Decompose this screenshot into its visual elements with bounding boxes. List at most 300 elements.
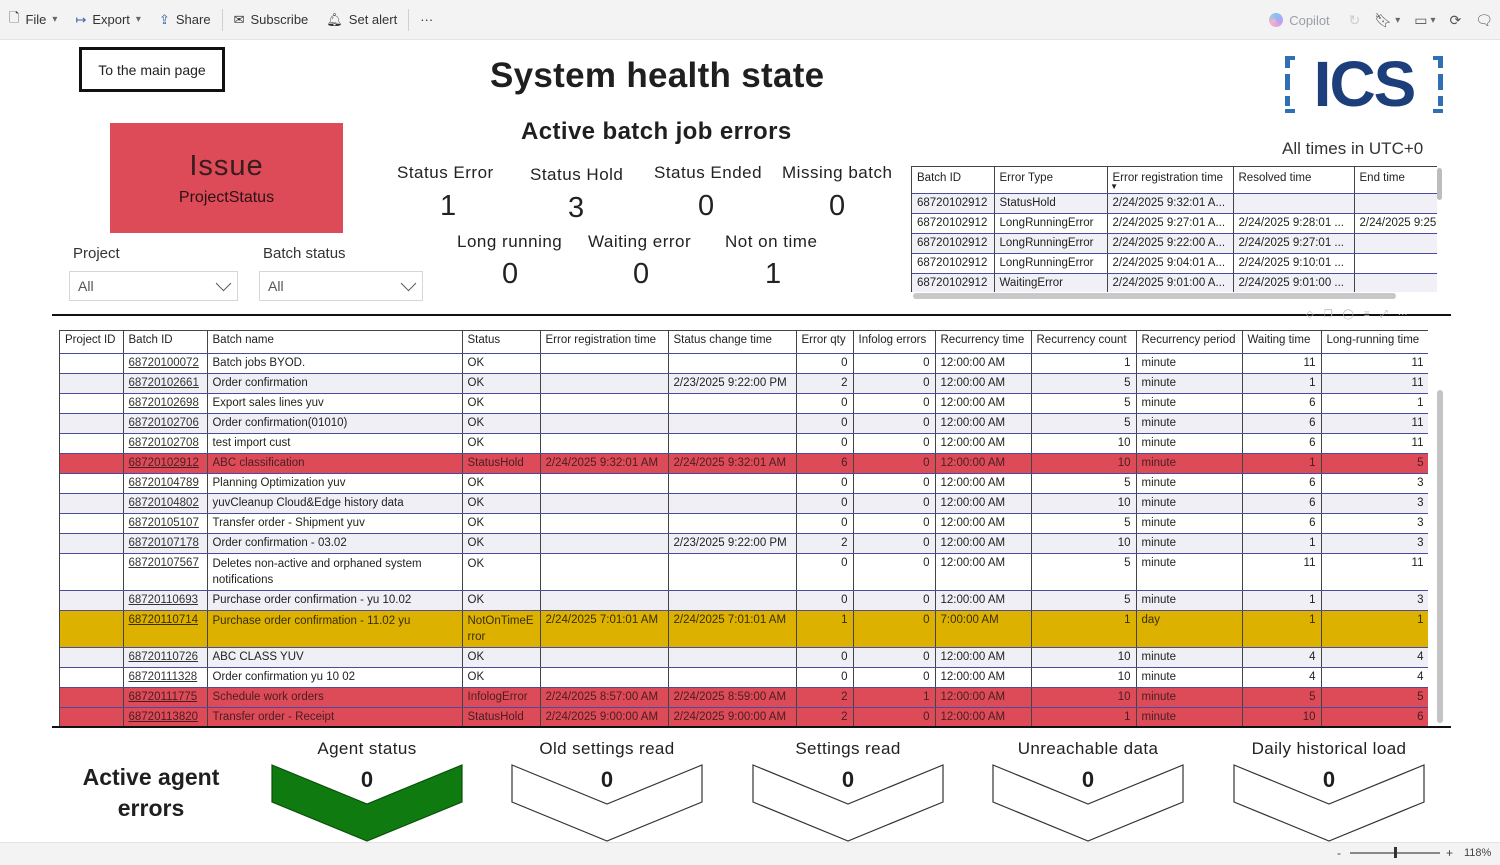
column-header-waiting-time[interactable]: Waiting time bbox=[1242, 331, 1321, 353]
table-cell: minute bbox=[1136, 667, 1242, 687]
bell-icon: 🔔︎ bbox=[326, 11, 343, 27]
refresh-icon: ↻ bbox=[1348, 11, 1361, 28]
table-row[interactable] bbox=[60, 667, 1428, 687]
batch-errors-title: Active batch job errors bbox=[521, 118, 792, 145]
comment-button[interactable] bbox=[1468, 12, 1500, 29]
table-cell bbox=[60, 493, 123, 513]
more-icon: ··· bbox=[420, 12, 434, 27]
table-cell: 5 bbox=[1321, 687, 1428, 707]
table-cell: WaitingError bbox=[994, 273, 1107, 292]
table-cell: 2/24/2025 9:00:00 AM bbox=[668, 707, 796, 726]
table-cell: LongRunningError bbox=[994, 213, 1107, 233]
table-cell: 0 bbox=[853, 647, 935, 667]
column-header-error-qty[interactable]: Error qty bbox=[796, 331, 853, 353]
table-cell: 3 bbox=[1321, 473, 1428, 493]
kpi-status-error-label: Status Error bbox=[397, 163, 494, 182]
table-cell: 0 bbox=[796, 353, 853, 373]
chevron-down-icon: ▾ bbox=[1430, 14, 1436, 26]
table-cell: 6 bbox=[1321, 707, 1428, 726]
table-cell: OK bbox=[462, 513, 540, 533]
batch-status-slicer[interactable] bbox=[259, 271, 423, 301]
toolbar-right bbox=[1257, 0, 1500, 40]
copilot-button[interactable] bbox=[1257, 13, 1341, 28]
pin-icon[interactable]: ◇ bbox=[1306, 309, 1314, 320]
table-cell: minute bbox=[1136, 413, 1242, 433]
table-cell: 11 bbox=[1321, 353, 1428, 373]
table-cell: 2 bbox=[796, 373, 853, 393]
view-icon: ▭ bbox=[1414, 11, 1428, 28]
table-cell: 5 bbox=[1321, 453, 1428, 473]
table-cell: 1 bbox=[1242, 610, 1321, 647]
table-row[interactable] bbox=[60, 453, 1428, 473]
table-cell: OK bbox=[462, 590, 540, 610]
table-cell: 2/24/2025 9:27:01 A... bbox=[1107, 213, 1233, 233]
zoom-in-icon[interactable]: + bbox=[1446, 846, 1454, 860]
table-cell: minute bbox=[1136, 533, 1242, 553]
column-header-status-change-time[interactable]: Status change time bbox=[668, 331, 796, 353]
column-header-error-type[interactable]: Error Type bbox=[994, 167, 1107, 193]
table-cell: 10 bbox=[1031, 667, 1136, 687]
column-header-project-id[interactable]: Project ID bbox=[60, 331, 123, 353]
table-cell: 12:00:00 AM bbox=[935, 373, 1031, 393]
table-cell: 0 bbox=[853, 373, 935, 393]
table-cell bbox=[540, 513, 668, 533]
kpi-status-ended-label: Status Ended bbox=[654, 163, 763, 182]
table-cell: 2/24/2025 7:01:01 AM bbox=[668, 610, 796, 647]
table-cell: 1 bbox=[1242, 533, 1321, 553]
table-cell: OK bbox=[462, 433, 540, 453]
table-cell bbox=[668, 433, 796, 453]
table-cell bbox=[60, 647, 123, 667]
column-header-error-registration-time[interactable]: Error registration time bbox=[540, 331, 668, 353]
table-cell: 68720102912 bbox=[912, 233, 994, 253]
table-cell: 0 bbox=[853, 513, 935, 533]
table-cell: 0 bbox=[853, 353, 935, 373]
table-cell: NotOnTimeError bbox=[462, 610, 540, 647]
kpi-status-hold-value: 3 bbox=[568, 192, 585, 224]
batch-id-link[interactable]: 68720102706 bbox=[123, 413, 207, 433]
more-options-button[interactable] bbox=[411, 0, 442, 40]
table-cell: 12:00:00 AM bbox=[935, 590, 1031, 610]
table-cell: 11 bbox=[1321, 373, 1428, 393]
table-row[interactable] bbox=[60, 610, 1428, 647]
column-header-batch-name[interactable]: Batch name bbox=[207, 331, 462, 353]
table-cell: OK bbox=[462, 373, 540, 393]
table-cell: OK bbox=[462, 493, 540, 513]
table-cell: 1 bbox=[1031, 707, 1136, 726]
table-cell: 3 bbox=[1321, 590, 1428, 610]
table-cell: 10 bbox=[1242, 707, 1321, 726]
focus-mode-icon[interactable]: ⤢ bbox=[1379, 309, 1388, 320]
table-cell: 4 bbox=[1321, 667, 1428, 687]
table-cell: 5 bbox=[1031, 590, 1136, 610]
chevron-down-icon bbox=[401, 276, 417, 292]
table-cell: 11 bbox=[1242, 553, 1321, 590]
table-cell: 0 bbox=[796, 473, 853, 493]
table-row[interactable] bbox=[912, 253, 1437, 273]
table-cell: 0 bbox=[796, 647, 853, 667]
batch-id-link[interactable]: 68720102661 bbox=[123, 373, 207, 393]
table-cell: 2/24/2025 9:32:01 AM bbox=[540, 453, 668, 473]
table-cell bbox=[540, 413, 668, 433]
table-cell: 0 bbox=[853, 433, 935, 453]
table-cell bbox=[60, 707, 123, 726]
export-icon: ↦ bbox=[75, 11, 87, 27]
file-label: File bbox=[25, 12, 47, 27]
chevron-down-icon: ▾ bbox=[135, 14, 141, 25]
table-cell: 12:00:00 AM bbox=[935, 533, 1031, 553]
refresh-visual-button[interactable] bbox=[1342, 12, 1368, 29]
batch-id-link[interactable]: 68720102698 bbox=[123, 393, 207, 413]
kpi-status-ended-value: 0 bbox=[698, 190, 715, 222]
table-cell: 6 bbox=[1242, 493, 1321, 513]
share-icon: ⇪ bbox=[158, 11, 170, 27]
batch-id-link[interactable]: 68720107178 bbox=[123, 533, 207, 553]
table-cell: OK bbox=[462, 647, 540, 667]
batch-id-link[interactable]: 68720104802 bbox=[123, 493, 207, 513]
share-button[interactable] bbox=[150, 0, 220, 40]
table-cell: day bbox=[1136, 610, 1242, 647]
kpi-missing-batch-label: Missing batch bbox=[782, 163, 893, 182]
report-toolbar bbox=[0, 0, 1500, 40]
batch-table-vertical-scrollbar[interactable] bbox=[1437, 390, 1443, 723]
table-row[interactable] bbox=[60, 687, 1428, 707]
table-cell: 6 bbox=[1242, 433, 1321, 453]
batch-id-link[interactable]: 68720105107 bbox=[123, 513, 207, 533]
table-cell: 0 bbox=[853, 453, 935, 473]
table-cell: 12:00:00 AM bbox=[935, 707, 1031, 726]
table-cell: StatusHold bbox=[462, 453, 540, 473]
table-cell bbox=[540, 493, 668, 513]
chevron-down-icon: ▾ bbox=[52, 14, 58, 25]
table-cell: 1 bbox=[1242, 453, 1321, 473]
table-row[interactable] bbox=[60, 353, 1428, 373]
table-cell: 1 bbox=[796, 610, 853, 647]
table-cell: 0 bbox=[853, 533, 935, 553]
table-cell: 6 bbox=[1242, 393, 1321, 413]
column-header-recurrency-count[interactable]: Recurrency count bbox=[1031, 331, 1136, 353]
table-cell: 0 bbox=[853, 553, 935, 590]
kpi-long-running-value: 0 bbox=[502, 258, 519, 290]
batch-id-link[interactable]: 68720113820 bbox=[123, 707, 207, 726]
table-cell: 4 bbox=[1242, 647, 1321, 667]
table-row[interactable] bbox=[60, 393, 1428, 413]
status-bar bbox=[0, 842, 1500, 865]
subscribe-icon: ✉ bbox=[233, 11, 245, 27]
chevron-down-icon: ▾ bbox=[1395, 14, 1401, 26]
table-cell: 12:00:00 AM bbox=[935, 513, 1031, 533]
table-cell: 0 bbox=[796, 513, 853, 533]
table-cell: minute bbox=[1136, 433, 1242, 453]
comment-icon: 🗨︎ bbox=[1475, 11, 1493, 28]
kpi-not-on-time-label: Not on time bbox=[725, 232, 818, 251]
table-cell: 1 bbox=[1031, 610, 1136, 647]
filter-icon[interactable]: ≡ bbox=[1363, 309, 1370, 320]
table-cell bbox=[540, 373, 668, 393]
table-row[interactable] bbox=[912, 213, 1437, 233]
table-cell: 10 bbox=[1031, 493, 1136, 513]
project-status-card bbox=[110, 123, 343, 233]
table-row[interactable] bbox=[60, 473, 1428, 493]
table-cell: 12:00:00 AM bbox=[935, 353, 1031, 373]
table-row[interactable] bbox=[60, 493, 1428, 513]
table-cell: 2/24/2025 9:32:01 A... bbox=[1107, 193, 1233, 213]
table-cell bbox=[60, 513, 123, 533]
column-header-long-running-time[interactable]: Long-running time bbox=[1321, 331, 1428, 353]
copy-icon[interactable]: ❐ bbox=[1323, 309, 1333, 320]
table-cell: 6 bbox=[796, 453, 853, 473]
table-cell: Purchase order confirmation - 11.02 yu bbox=[207, 610, 462, 647]
table-row[interactable] bbox=[60, 553, 1428, 590]
toolbar-divider bbox=[408, 9, 409, 31]
error-log-horizontal-scrollbar[interactable] bbox=[913, 293, 1396, 299]
svg-text:ICS: ICS bbox=[1313, 54, 1415, 114]
batch-table-header-row bbox=[60, 331, 1428, 353]
table-cell: 2/23/2025 9:22:00 PM bbox=[668, 533, 796, 553]
table-cell: ABC classification bbox=[207, 453, 462, 473]
table-cell: minute bbox=[1136, 353, 1242, 373]
table-cell bbox=[540, 553, 668, 590]
table-cell: 10 bbox=[1031, 453, 1136, 473]
table-cell: minute bbox=[1136, 707, 1242, 726]
subscribe-button[interactable] bbox=[225, 0, 318, 40]
table-cell: 0 bbox=[853, 590, 935, 610]
table-cell bbox=[1354, 193, 1437, 213]
column-header-end-time[interactable]: End time bbox=[1354, 167, 1437, 193]
table-cell: Transfer order - Shipment yuv bbox=[207, 513, 462, 533]
table-cell bbox=[1233, 193, 1354, 213]
batch-id-link[interactable]: 68720110693 bbox=[123, 590, 207, 610]
table-cell: 1 bbox=[1242, 373, 1321, 393]
table-cell: OK bbox=[462, 353, 540, 373]
table-cell: 2 bbox=[796, 687, 853, 707]
table-cell: minute bbox=[1136, 373, 1242, 393]
table-cell: minute bbox=[1136, 513, 1242, 533]
table-cell: 6 bbox=[1242, 473, 1321, 493]
table-cell: 3 bbox=[1321, 533, 1428, 553]
table-cell: 0 bbox=[853, 393, 935, 413]
batch-id-link[interactable]: 68720102708 bbox=[123, 433, 207, 453]
table-cell: 2/23/2025 9:22:00 PM bbox=[668, 373, 796, 393]
view-menu[interactable] bbox=[1407, 12, 1442, 29]
batch-id-link[interactable]: 68720104789 bbox=[123, 473, 207, 493]
batch-id-link[interactable]: 68720111775 bbox=[123, 687, 207, 707]
table-cell bbox=[668, 553, 796, 590]
project-status-value: Issue bbox=[189, 149, 264, 182]
chevron-down-icon bbox=[216, 276, 232, 292]
table-row[interactable] bbox=[60, 433, 1428, 453]
table-cell: StatusHold bbox=[462, 707, 540, 726]
share-label: Share bbox=[175, 12, 211, 27]
table-cell bbox=[540, 473, 668, 493]
project-status-label: ProjectStatus bbox=[178, 188, 275, 206]
table-row[interactable] bbox=[60, 590, 1428, 610]
table-cell: OK bbox=[462, 473, 540, 493]
table-cell: Order confirmation - 03.02 bbox=[207, 533, 462, 553]
table-cell bbox=[668, 647, 796, 667]
table-cell: Purchase order confirmation - yu 10.02 bbox=[207, 590, 462, 610]
table-cell: 4 bbox=[1242, 667, 1321, 687]
table-cell: 12:00:00 AM bbox=[935, 647, 1031, 667]
column-header-label: Error registration time bbox=[1112, 172, 1224, 184]
toolbar-divider bbox=[222, 9, 223, 31]
table-cell: 12:00:00 AM bbox=[935, 687, 1031, 707]
table-cell: ABC CLASS YUV bbox=[207, 647, 462, 667]
table-cell bbox=[60, 687, 123, 707]
copilot-label: Copilot bbox=[1289, 12, 1330, 28]
export-label: Export bbox=[92, 12, 130, 27]
table-cell: Export sales lines yuv bbox=[207, 393, 462, 413]
table-cell: 3 bbox=[1321, 493, 1428, 513]
batch-id-link[interactable]: 68720107567 bbox=[123, 553, 207, 590]
batch-id-link[interactable]: 68720110714 bbox=[123, 610, 207, 647]
column-header-recurrency-time[interactable]: Recurrency time bbox=[935, 331, 1031, 353]
export-menu[interactable] bbox=[66, 0, 150, 40]
table-cell bbox=[540, 647, 668, 667]
table-cell: 2/24/2025 9:25 bbox=[1354, 213, 1437, 233]
table-cell: 0 bbox=[853, 413, 935, 433]
table-cell: Batch jobs BYOD. bbox=[207, 353, 462, 373]
error-log-table bbox=[911, 166, 1437, 292]
table-cell: test import cust bbox=[207, 433, 462, 453]
column-header-recurrency-period[interactable]: Recurrency period bbox=[1136, 331, 1242, 353]
table-cell bbox=[668, 590, 796, 610]
main-page-button-label: To the main page bbox=[98, 61, 206, 78]
table-cell: 68720102912 bbox=[912, 213, 994, 233]
table-cell: 0 bbox=[853, 707, 935, 726]
table-row[interactable] bbox=[60, 413, 1428, 433]
table-cell: minute bbox=[1136, 493, 1242, 513]
agent-item-value: 0 bbox=[360, 767, 374, 792]
table-cell bbox=[540, 533, 668, 553]
column-header-resolved-time[interactable]: Resolved time bbox=[1233, 167, 1354, 193]
table-cell: Transfer order - Receipt bbox=[207, 707, 462, 726]
table-cell: 2/24/2025 8:59:00 AM bbox=[668, 687, 796, 707]
table-cell bbox=[668, 667, 796, 687]
table-row[interactable] bbox=[912, 193, 1437, 213]
main-page-button[interactable] bbox=[79, 47, 225, 92]
batch-id-link[interactable]: 68720100072 bbox=[123, 353, 207, 373]
column-header-batch-id[interactable]: Batch ID bbox=[123, 331, 207, 353]
agent-errors-title: Active agent errors bbox=[82, 764, 220, 821]
table-cell: 2/24/2025 8:57:00 AM bbox=[540, 687, 668, 707]
batch-status-slicer-label: Batch status bbox=[263, 245, 346, 262]
table-row[interactable] bbox=[912, 233, 1437, 253]
subscribe-label: Subscribe bbox=[250, 12, 309, 27]
table-cell: 0 bbox=[853, 493, 935, 513]
table-row[interactable] bbox=[912, 273, 1437, 292]
kpi-status-error-value: 1 bbox=[440, 190, 457, 222]
more-options-icon[interactable]: ··· bbox=[1397, 309, 1408, 320]
table-cell: Schedule work orders bbox=[207, 687, 462, 707]
batch-id-link[interactable]: 68720110726 bbox=[123, 647, 207, 667]
table-cell: LongRunningError bbox=[994, 253, 1107, 273]
table-cell bbox=[60, 533, 123, 553]
kpi-missing-batch-value: 0 bbox=[829, 190, 846, 222]
table-cell bbox=[668, 493, 796, 513]
table-row[interactable] bbox=[60, 647, 1428, 667]
table-cell: 68720102912 bbox=[912, 193, 994, 213]
kpi-waiting-error-value: 0 bbox=[633, 258, 650, 290]
table-cell: 11 bbox=[1321, 413, 1428, 433]
column-header-infolog-errors[interactable]: Infolog errors bbox=[853, 331, 935, 353]
table-cell: 2 bbox=[796, 533, 853, 553]
table-cell bbox=[1354, 253, 1437, 273]
table-cell: 5 bbox=[1031, 413, 1136, 433]
table-cell: yuvCleanup Cloud&Edge history data bbox=[207, 493, 462, 513]
table-cell: 12:00:00 AM bbox=[935, 413, 1031, 433]
zoom-slider-handle[interactable] bbox=[1394, 847, 1397, 858]
table-cell: 10 bbox=[1031, 533, 1136, 553]
zoom-out-icon[interactable]: - bbox=[1337, 846, 1341, 860]
error-log-vertical-scrollbar[interactable] bbox=[1437, 168, 1442, 200]
table-cell: 2/24/2025 7:01:01 AM bbox=[540, 610, 668, 647]
table-cell: InfologError bbox=[462, 687, 540, 707]
table-cell: 11 bbox=[1321, 553, 1428, 590]
table-cell: 5 bbox=[1031, 393, 1136, 413]
agent-item-label: Settings read bbox=[795, 739, 901, 758]
table-row[interactable] bbox=[60, 707, 1428, 726]
table-cell bbox=[60, 373, 123, 393]
comment-icon[interactable]: ◯ bbox=[1342, 309, 1354, 320]
kpi-not-on-time-value: 1 bbox=[765, 258, 782, 290]
table-cell bbox=[540, 590, 668, 610]
batch-id-link[interactable]: 68720102912 bbox=[123, 453, 207, 473]
table-cell: 3 bbox=[1321, 513, 1428, 533]
zoom-level: 118% bbox=[1464, 847, 1492, 859]
table-cell: minute bbox=[1136, 590, 1242, 610]
table-row[interactable] bbox=[60, 513, 1428, 533]
table-cell: LongRunningError bbox=[994, 233, 1107, 253]
table-cell: 2/24/2025 9:27:01 ... bbox=[1233, 233, 1354, 253]
project-slicer[interactable] bbox=[69, 271, 238, 301]
project-slicer-label: Project bbox=[73, 245, 120, 262]
set-alert-label: Set alert bbox=[348, 12, 398, 27]
table-cell bbox=[60, 433, 123, 453]
batch-id-link[interactable]: 68720111328 bbox=[123, 667, 207, 687]
table-cell: OK bbox=[462, 553, 540, 590]
column-header-error-registration-time[interactable] bbox=[1107, 167, 1233, 193]
table-cell bbox=[1354, 233, 1437, 253]
kpi-long-running-label: Long running bbox=[457, 232, 563, 251]
column-header-batch-id[interactable]: Batch ID bbox=[912, 167, 994, 193]
sort-desc-icon: ▼ bbox=[1110, 182, 1118, 191]
table-cell: 0 bbox=[796, 393, 853, 413]
table-cell: 5 bbox=[1031, 373, 1136, 393]
agent-item-label: Unreachable data bbox=[1017, 739, 1159, 758]
table-cell bbox=[540, 353, 668, 373]
table-row[interactable] bbox=[60, 533, 1428, 553]
table-cell: 2/24/2025 9:00:00 AM bbox=[540, 707, 668, 726]
set-alert-button[interactable] bbox=[317, 0, 406, 40]
file-icon: 🗋 bbox=[9, 9, 20, 25]
table-cell: 12:00:00 AM bbox=[935, 493, 1031, 513]
agent-item-value: 0 bbox=[1322, 767, 1336, 792]
agent-item-value: 0 bbox=[1081, 767, 1095, 792]
table-row[interactable] bbox=[60, 373, 1428, 393]
agent-item-label: Daily historical load bbox=[1251, 739, 1407, 758]
agent-item-value: 0 bbox=[841, 767, 855, 792]
table-cell: 6 bbox=[1242, 513, 1321, 533]
table-cell: 68720102912 bbox=[912, 253, 994, 273]
table-cell: 1 bbox=[853, 687, 935, 707]
file-menu[interactable] bbox=[0, 0, 66, 40]
bookmark-menu[interactable] bbox=[1367, 12, 1407, 29]
column-header-status[interactable]: Status bbox=[462, 331, 540, 353]
refresh-button[interactable] bbox=[1442, 12, 1468, 29]
table-cell: 1 bbox=[1242, 590, 1321, 610]
table-cell: 4 bbox=[1321, 647, 1428, 667]
